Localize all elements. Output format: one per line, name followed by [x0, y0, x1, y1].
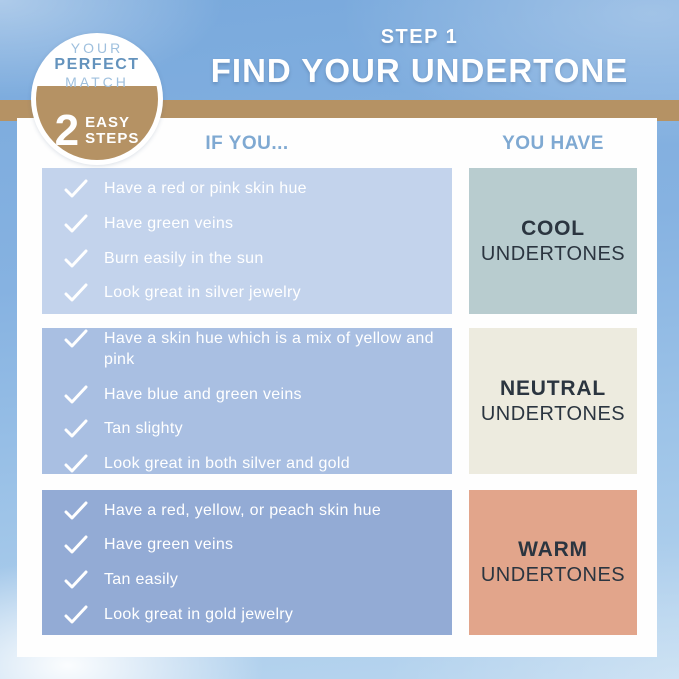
- checkmark-icon: [64, 249, 88, 269]
- criteria-text: Tan easily: [104, 571, 179, 588]
- checkmark-icon: [64, 329, 88, 349]
- badge-steps: [36, 98, 158, 160]
- criteria-text: Tan slighty: [104, 420, 183, 438]
- undertone-suffix: UNDERTONES: [480, 402, 626, 425]
- checkmark-icon: [64, 214, 88, 234]
- criteria-text: Have green veins: [104, 536, 234, 554]
- criteria-item: [64, 384, 444, 406]
- checkmark-icon: [64, 501, 88, 521]
- column-header-you-have: YOU HAVE: [502, 133, 604, 154]
- criteria-text: Have blue and green veins: [104, 385, 302, 403]
- criteria-text: Have green veins: [104, 214, 234, 232]
- criteria-list-neutral: [42, 328, 452, 474]
- criteria-text: Have a red or pink skin hue: [104, 180, 307, 198]
- criteria-item: [64, 248, 444, 270]
- result-box-neutral: [469, 328, 637, 474]
- page-header: [160, 26, 679, 90]
- criteria-text: Have a red, yellow, or peach skin hue: [104, 501, 382, 519]
- criteria-text: Burn easily in the sun: [104, 249, 264, 267]
- badge-text: [31, 40, 163, 91]
- badge-line-match: MATCH: [65, 74, 129, 91]
- criteria-item: [64, 418, 444, 440]
- criteria-item: [64, 534, 444, 556]
- undertone-name: NEUTRAL: [500, 376, 606, 400]
- checkmark-icon: [64, 419, 88, 439]
- criteria-item: [64, 178, 444, 200]
- step-label: STEP 1: [380, 26, 459, 48]
- criteria-text: Look great in silver jewelry: [104, 284, 301, 302]
- criteria-item: [64, 604, 444, 626]
- criteria-item: [64, 569, 444, 591]
- criteria-list-cool: [42, 168, 452, 314]
- undertone-name: WARM: [518, 538, 588, 561]
- result-box-cool: [469, 168, 637, 314]
- criteria-text: Look great in both silver and gold: [104, 454, 350, 472]
- badge-line-your: YOUR: [70, 40, 124, 56]
- result-box-warm: [469, 490, 637, 635]
- criteria-item: [64, 500, 444, 522]
- criteria-list-warm: [42, 490, 452, 635]
- badge-line-perfect: PERFECT: [54, 56, 140, 74]
- column-header-if-you: IF YOU...: [205, 133, 289, 154]
- checkmark-icon: [64, 454, 88, 474]
- criteria-item: [64, 453, 444, 475]
- checkmark-icon: [64, 283, 88, 303]
- checkmark-icon: [64, 570, 88, 590]
- badge-step-word-easy: EASY: [85, 113, 130, 131]
- page-title: FIND YOUR UNDERTONE: [210, 52, 629, 89]
- badge-step-count: 2: [54, 106, 80, 155]
- criteria-text: Look great in gold jewelry: [104, 605, 294, 623]
- content-card: [17, 118, 657, 657]
- checkmark-icon: [64, 605, 88, 625]
- perfect-match-badge: [31, 33, 163, 165]
- undertone-suffix: UNDERTONES: [480, 564, 626, 586]
- criteria-item: [64, 213, 444, 235]
- criteria-item: [64, 282, 444, 304]
- checkmark-icon: [64, 179, 88, 199]
- checkmark-icon: [64, 385, 88, 405]
- badge-step-word-steps: STEPS: [85, 130, 140, 147]
- criteria-item: [64, 328, 444, 371]
- undertone-suffix: UNDERTONES: [480, 242, 626, 265]
- undertone-name: COOL: [521, 216, 585, 240]
- criteria-text: Have a skin hue which is a mix of yellow and pink: [104, 329, 434, 369]
- checkmark-icon: [64, 535, 88, 555]
